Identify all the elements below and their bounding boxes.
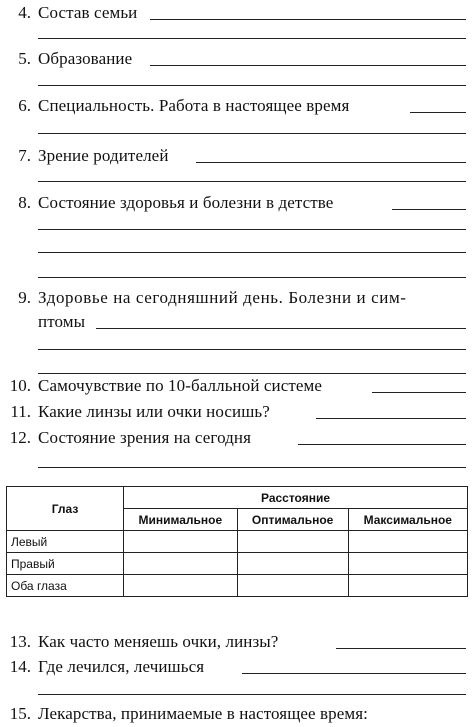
answer-line[interactable] (336, 648, 466, 649)
answer-line[interactable] (150, 65, 466, 66)
table-row (7, 575, 468, 597)
question-label: Где лечился, лечишься (38, 656, 208, 678)
cell-optimal[interactable] (237, 531, 348, 553)
question-number: 14. (9, 657, 31, 676)
question-10 (0, 375, 472, 399)
question-label: Какие линзы или очки носишь? (38, 401, 274, 423)
question-label: Образование (38, 48, 136, 70)
question-number: 7. (18, 146, 31, 165)
question-label: Состояние зрения на сегодня (38, 427, 255, 449)
header-optimal: Оптимальное (237, 509, 348, 531)
cell-minimal[interactable] (124, 553, 238, 575)
answer-line[interactable] (38, 277, 466, 278)
question-12 (0, 427, 472, 451)
answer-line[interactable] (150, 19, 466, 20)
answer-line[interactable] (392, 209, 466, 210)
question-label: Состояние здоровья и болезни в детстве (38, 192, 337, 214)
question-number: 4. (18, 3, 31, 22)
question-number: 12. (9, 428, 31, 447)
question-label: Самочувствие по 10-балльной системе (38, 375, 326, 397)
row-label-both: Оба глаза (7, 575, 124, 597)
cell-maximal[interactable] (348, 575, 467, 597)
header-eye: Глаз (7, 487, 124, 531)
answer-line[interactable] (242, 673, 466, 674)
question-label: Как часто меняешь очки, линзы? (38, 631, 282, 653)
question-5 (0, 48, 472, 72)
question-number: 6. (18, 96, 31, 115)
answer-line[interactable] (38, 181, 466, 182)
cell-maximal[interactable] (348, 553, 467, 575)
question-number: 10. (9, 376, 31, 395)
answer-line[interactable] (38, 38, 466, 39)
question-9 (0, 287, 472, 311)
question-label: Лекарства, принимаемые в настоящее время: (38, 703, 372, 725)
question-number: 11. (10, 402, 31, 421)
question-8 (0, 192, 472, 216)
cell-optimal[interactable] (237, 575, 348, 597)
answer-line[interactable] (196, 162, 466, 163)
answer-line[interactable] (38, 467, 466, 468)
question-15 (0, 703, 472, 727)
header-minimal: Минимальное (124, 509, 238, 531)
answer-line[interactable] (38, 373, 466, 374)
table-row (7, 531, 468, 553)
cell-minimal[interactable] (124, 531, 238, 553)
question-label-continued: птомы (38, 311, 89, 333)
answer-line[interactable] (38, 133, 466, 134)
answer-line[interactable] (38, 349, 466, 350)
question-number: 5. (18, 49, 31, 68)
question-label: Специальность. Работа в настоящее время (38, 95, 353, 117)
question-number: 8. (18, 193, 31, 212)
answer-line[interactable] (38, 85, 466, 86)
answer-line[interactable] (298, 444, 466, 445)
question-13 (0, 631, 472, 655)
answer-line[interactable] (38, 694, 466, 695)
question-6 (0, 95, 472, 119)
cell-maximal[interactable] (348, 531, 467, 553)
question-14 (0, 656, 472, 680)
answer-line[interactable] (372, 392, 466, 393)
cell-optimal[interactable] (237, 553, 348, 575)
row-label-right: Правый (7, 553, 124, 575)
header-distance: Расстояние (124, 487, 468, 509)
answer-line[interactable] (38, 229, 466, 230)
question-4 (0, 2, 472, 26)
answer-line[interactable] (410, 112, 466, 113)
question-number: 9. (18, 288, 31, 307)
vision-table (6, 486, 468, 597)
question-number: 15. (9, 704, 31, 723)
question-number: 13. (9, 632, 31, 651)
question-9-continued (0, 311, 472, 335)
table-row (7, 553, 468, 575)
question-11 (0, 401, 472, 425)
question-label: Здоровье на сегодняшний день. Болезни и сим- (38, 287, 411, 309)
question-7 (0, 145, 472, 169)
question-label: Состав семьи (38, 2, 141, 24)
answer-line[interactable] (96, 328, 466, 329)
header-maximal: Максимальное (348, 509, 467, 531)
row-label-left: Левый (7, 531, 124, 553)
answer-line[interactable] (316, 418, 466, 419)
question-label: Зрение родителей (38, 145, 173, 167)
answer-line[interactable] (38, 252, 466, 253)
cell-minimal[interactable] (124, 575, 238, 597)
